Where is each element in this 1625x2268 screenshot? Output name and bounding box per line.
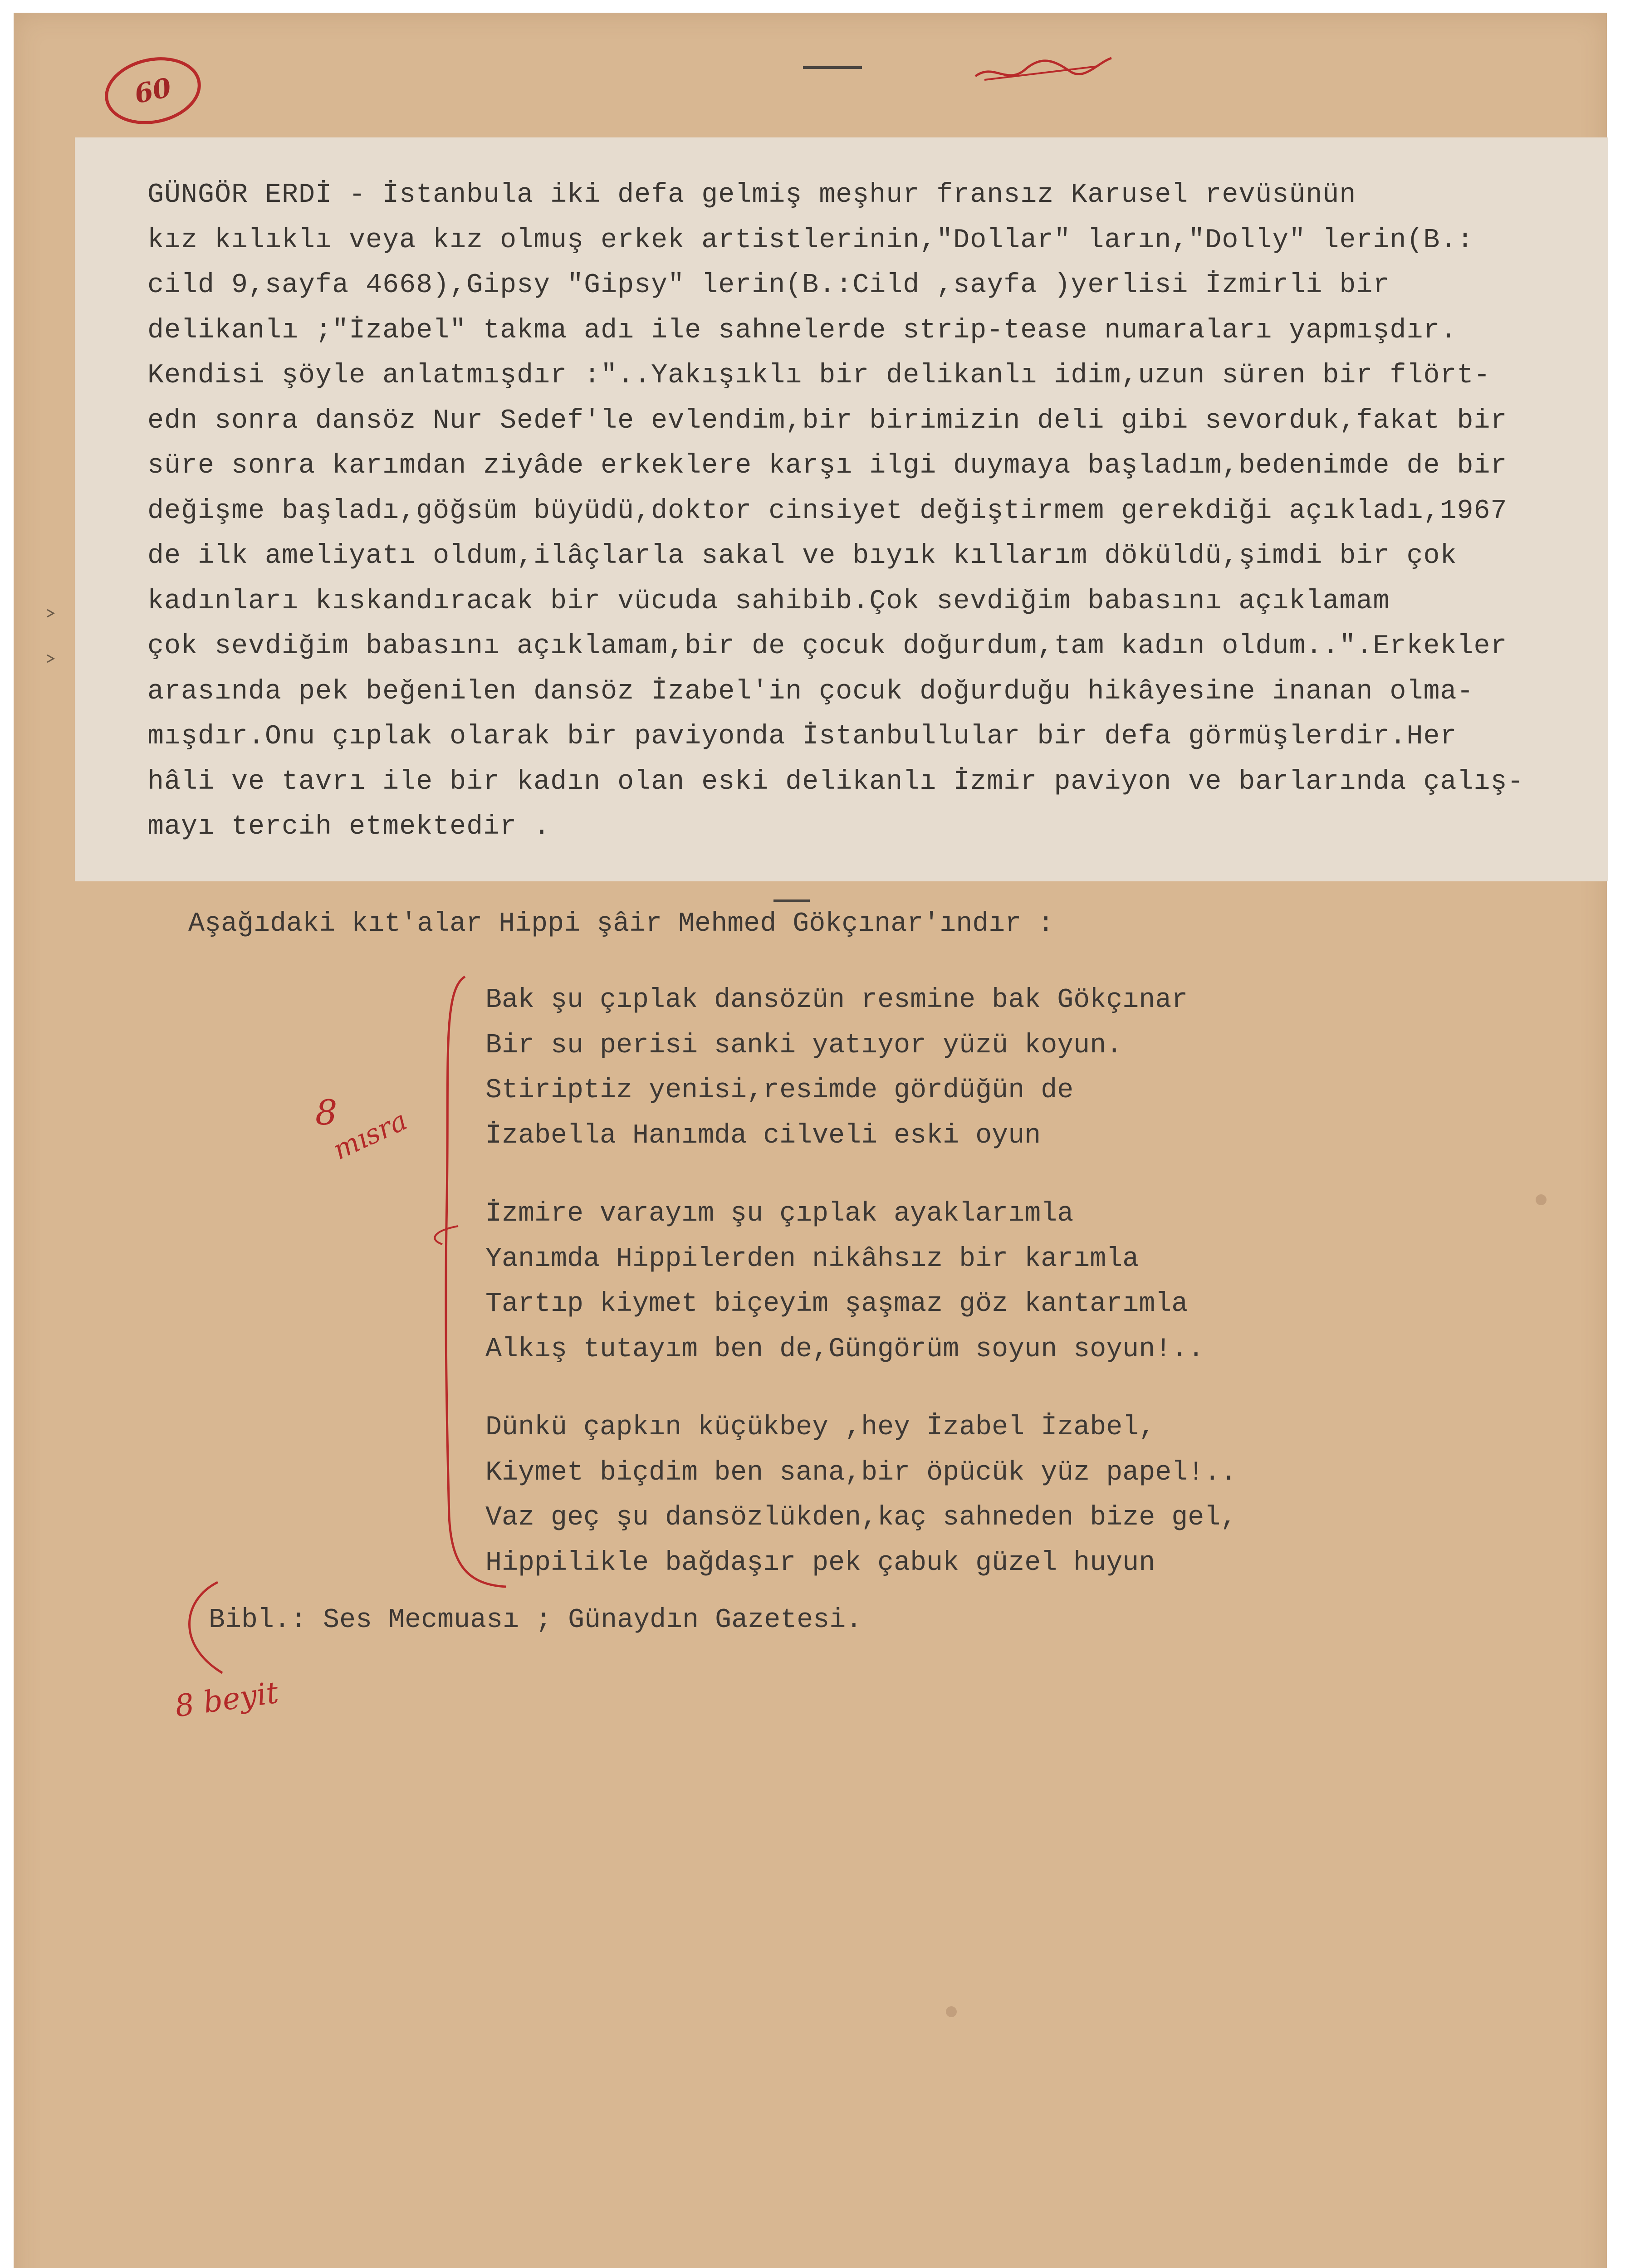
clipping-line: değişme başladı,göğsüm büyüdü,doktor cinsiyet değiştirmem gerekdiği açıkladı,1967 [147, 495, 1508, 527]
poem-line: İzmire varayım şu çıplak ayaklarımla [485, 1198, 1074, 1229]
clipping-line: arasında pek beğenilen dansöz İzabel'in çocuk doğurduğu hikâyesine inanan olma- [147, 676, 1474, 707]
edge-arrow-mark [45, 608, 56, 619]
poem-line: Kiymet biçdim ben sana,bir öpücük yüz papel!.. [485, 1457, 1237, 1488]
clipping-line: delikanlı ;"İzabel" takma adı ile sahnelerde strip-tease numaraları yapmışdır. [147, 315, 1457, 346]
clipping-line: Kendisi şöyle anlatmışdır :"..Yakışıklı bir delikanlı idim,uzun süren bir flört- [147, 360, 1491, 391]
page-number: 60 [132, 72, 174, 110]
clipping-line: cild 9,sayfa 4668),Gipsy "Gipsy" lerin(B.:Cild ,sayfa )yerlisi İzmirli bir [147, 270, 1390, 301]
poem-stanza [485, 1405, 1237, 1586]
margin-note-word: mısra [328, 1105, 412, 1166]
newspaper-clipping [75, 137, 1608, 881]
poem-line: Alkış tutayım ben de,Güngörüm soyun soyun!.. [485, 1334, 1204, 1365]
poem-line: Bir su perisi sanki yatıyor yüzü koyun. [485, 1030, 1123, 1061]
poem-line: Tartıp kiymet biçeyim şaşmaz göz kantarımla [485, 1289, 1188, 1320]
clipping-line: mışdır.Onu çıplak olarak bir paviyonda İstanbullular bir defa görmüşlerdir.Her [147, 721, 1457, 752]
poem-line: Yanımda Hippilerden nikâhsız bir karımla [485, 1243, 1139, 1275]
poem-line: Hippilikle bağdaşır pek çabuk güzel huyun [485, 1547, 1155, 1579]
poem-line: İzabella Hanımda cilveli eski oyun [485, 1120, 1041, 1151]
clipping-line: GÜNGÖR ERDİ - İstanbula iki defa gelmiş meşhur fransız Karusel revüsünün [147, 180, 1356, 210]
clipping-line: mayı tercih etmektedir . [147, 811, 551, 842]
bibliography: Bibl.: Ses Mecmuası ; Günaydın Gazetesi. [209, 1605, 862, 1636]
clipping-line: kadınları kıskandıracak bir vücuda sahibib.Çok sevdiğim babasını açıklamam [147, 586, 1390, 617]
margin-note-bibliography: 8 beyit [172, 1675, 281, 1724]
poem-line: Stiriptiz yenisi,resimde gördüğün de [485, 1075, 1074, 1106]
separator-dash [773, 899, 810, 902]
clipping-line: de ilk ameliyatı oldum,ilâçlarla sakal ve bıyık kıllarım döküldü,şimdi bir çok [147, 541, 1457, 572]
clipping-line: süre sonra karımdan ziyâde erkeklere karşı ilgi duymaya başladım,bedenimde de bir [147, 450, 1508, 481]
poem-stanza [485, 978, 1237, 1158]
paper-sheet [14, 13, 1607, 2268]
clipping-line: edn sonra dansöz Nur Sedef'le evlendim,bir birimizin deli gibi sevorduk,fakat bir [147, 405, 1508, 436]
poem-stanza [485, 1192, 1237, 1372]
clipping-line: çok sevdiğim babasını açıklamam,bir de çocuk doğurdum,tam kadın oldum..".Erkekler [147, 631, 1508, 662]
poem-intro: Aşağıdaki kıt'alar Hippi şâir Mehmed Gökçınar'ındır : [188, 909, 1054, 939]
clipping-line: hâli ve tavrı ile bir kadın olan eski delikanlı İzmir paviyon ve barlarında çalış- [147, 766, 1524, 797]
paper-spot [1536, 1194, 1547, 1205]
margin-note-count: 8 [315, 1092, 338, 1133]
top-red-squiggle [966, 44, 1116, 94]
poem-line: Bak şu çıplak dansözün resmine bak Gökçınar [485, 985, 1188, 1016]
edge-arrow-mark [45, 653, 56, 664]
poem-line: Dünkü çapkın küçükbey ,hey İzabel İzabel, [485, 1412, 1155, 1443]
page-number-stamp [98, 49, 207, 132]
clipping-line: kız kılıklı veya kız olmuş erkek artistlerinin,"Dollar" ların,"Dolly" lerin(B.: [147, 225, 1474, 256]
poem [485, 978, 1237, 1619]
poem-line: Vaz geç şu dansözlükden,kaç sahneden bize gel, [485, 1502, 1237, 1533]
top-dash-mark [803, 66, 862, 69]
paper-spot [946, 2006, 957, 2017]
